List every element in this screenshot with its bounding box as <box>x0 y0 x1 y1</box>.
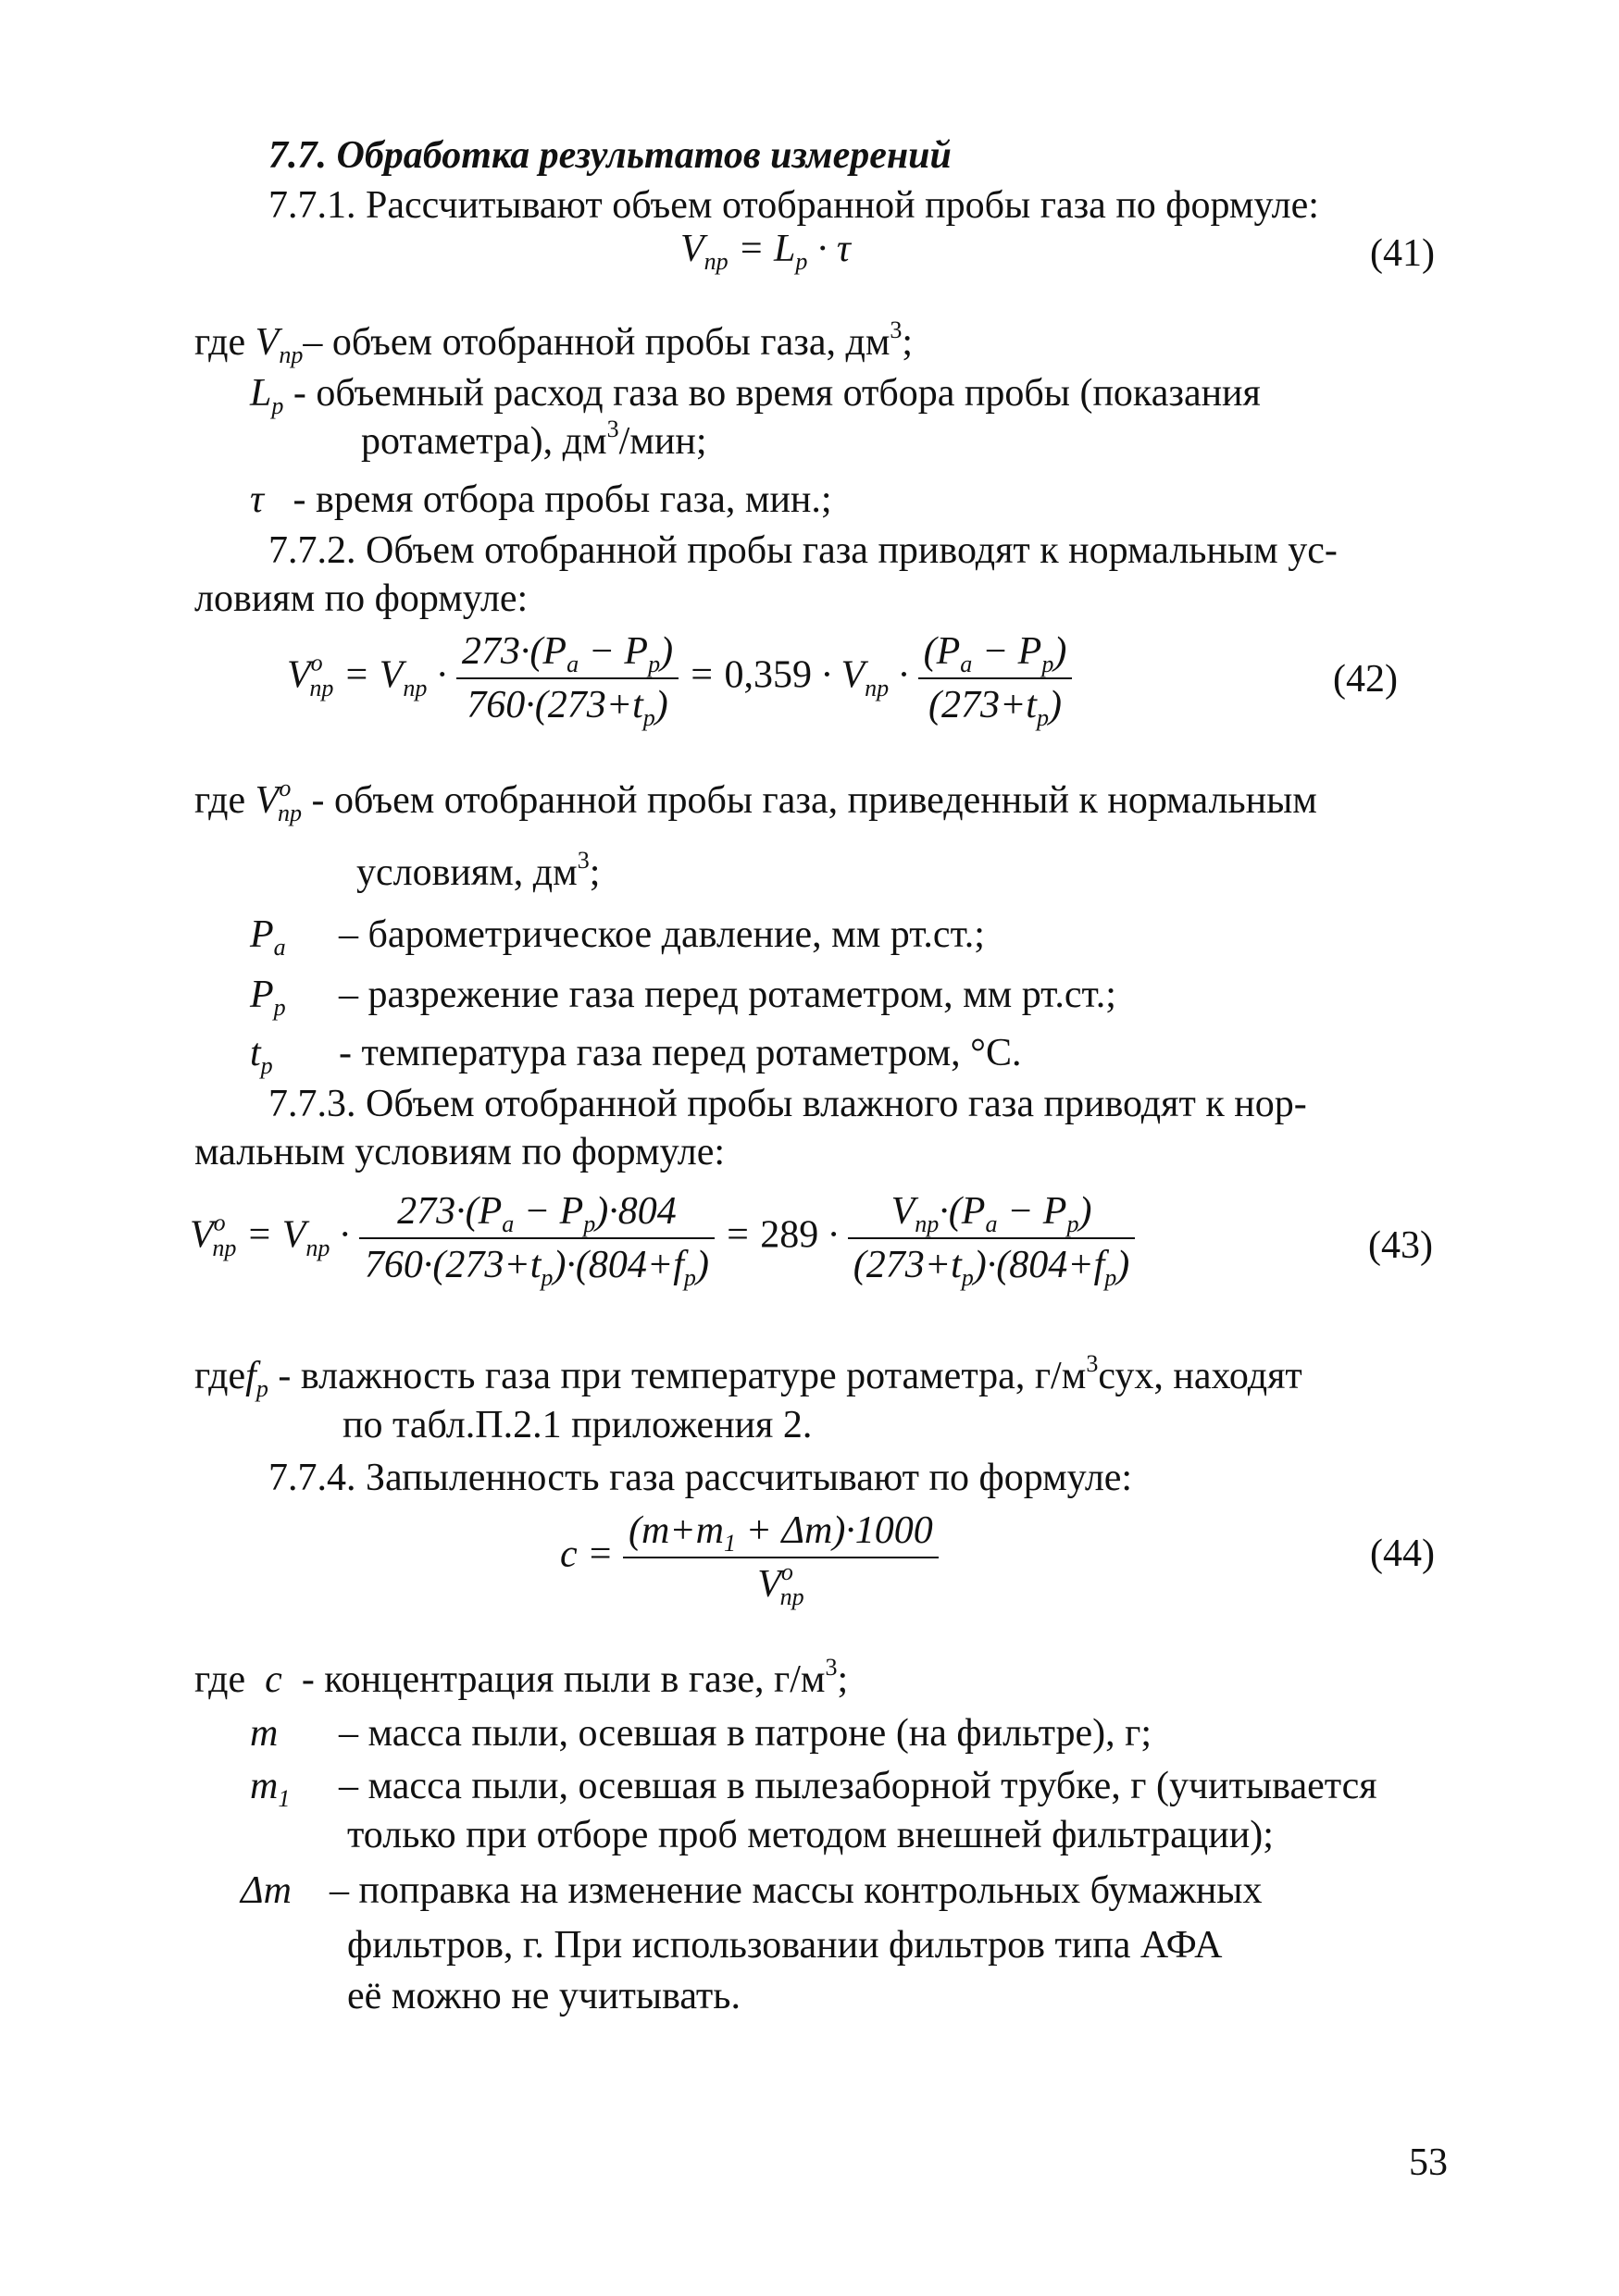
formula-41: $V_{пр} = L_р \cdot \tau$ <box>680 228 851 276</box>
where-desc: – поправка на изменение массы контрольных бумажных <box>330 1869 1263 1912</box>
where-label: где <box>194 779 246 822</box>
paragraph-7-7-1: 7.7.1. Рассчитывают объем отобранной пробы газа по формуле: <box>268 184 1319 227</box>
where-desc: - температура газа перед ротаметром, °С. <box>339 1032 1022 1074</box>
paragraph-7-7-2-line1: 7.7.2. Объем отобранной пробы газа приводят к нормальным ус- <box>268 529 1338 572</box>
where-item-delta-m: Δm – поправка на изменение массы контрольных бумажных <box>241 1869 1263 1912</box>
where-label: где <box>194 321 246 364</box>
where-item-p-a: $P_а$ – барометрическое давление, мм рт.ст.; <box>250 913 985 962</box>
where-item-delta-m-cont1: фильтров, г. При использовании фильтров типа АФА <box>347 1924 1223 1967</box>
where-desc: – объем отобранной пробы газа, дм <box>303 321 890 364</box>
where-item-v-pr-norm-cont: условиям, $дм^3$; <box>356 846 601 894</box>
where-desc: – масса пыли, осевшая в пылезаборной трубке, г (учитывается <box>339 1765 1377 1807</box>
where-item-v-pr: где $V_{пр}-$ объем отобранной пробы газа, $дм^3$; <box>194 316 914 369</box>
where-item-l-p-cont: ротаметра), $дм^3$/мин; <box>361 415 707 463</box>
where-label: где <box>194 1658 246 1701</box>
section-heading: 7.7. Обработка результатов измерений <box>268 134 952 177</box>
where-desc: - влажность газа при температуре ротаметра, г/м <box>278 1355 1087 1397</box>
paragraph-7-7-4: 7.7.4. Запыленность газа рассчитывают по формуле: <box>268 1457 1133 1499</box>
where-item-c: где c - концентрация пыли в газе, $г/м^3$; <box>194 1653 849 1701</box>
where-item-f-p-cont: по табл.П.2.1 приложения 2. <box>342 1404 813 1446</box>
where-item-p-p: $P_р$ – разрежение газа перед ротаметром, мм рт.ст.; <box>250 974 1116 1022</box>
where-item-f-p: гдеf$_р$ - влажность газа при температуре ротаметра, $г/м^3сух$, находят <box>194 1349 1302 1403</box>
where-desc: – разрежение газа перед ротаметром, мм рт.ст.; <box>339 974 1116 1016</box>
where-label: где <box>194 1355 246 1397</box>
page-number: 53 <box>1409 2141 1448 2184</box>
where-desc: - объем отобранной пробы газа, приведенный к нормальным <box>311 779 1317 822</box>
formula-number-44: (44) <box>1370 1533 1435 1575</box>
where-item-t-p: $t_р$ - температура газа перед ротаметром, °С. <box>250 1032 1022 1080</box>
formula-42: $V^о_{пр} = V_{пр}$ · $\frac{273\cdot(P_а - P_р)}{760\cdot(273+t_р)}$ = $0,359 \cdot V_{пр}$ · $\frac{(P_а - P_р)}{(273+t_р)}$ <box>287 629 1072 727</box>
formula-44: c = $\frac{(m+m_1 + \Delta m)\cdot 1000}{V^о_{пр}}$ <box>560 1508 939 1607</box>
where-desc: - время отбора пробы газа, мин.; <box>293 478 832 521</box>
where-item-v-pr-norm: где $V^о_{пр}$ - объем отобранной пробы газа, приведенный к нормальным <box>194 774 1317 827</box>
formula-number-42: (42) <box>1333 658 1398 701</box>
paragraph-7-7-3-line2: мальным условиям по формуле: <box>194 1131 726 1173</box>
where-item-tau: τ - время отбора пробы газа, мин.; <box>250 478 832 521</box>
paragraph-7-7-3-line1: 7.7.3. Объем отобранной пробы влажного газа приводят к нор- <box>268 1083 1307 1125</box>
formula-43: $V^о_{пр} = V_{пр}$ · $\frac{273\cdot(P_а - P_р)\cdot 804}{760\cdot(273+t_р)\cdot(804+f_р)}$ = 289 · $\frac{V_{пр}\cdot(P_а - P_р)}{(273+t_р)\cdot(804+f_р)}$ <box>190 1189 1135 1287</box>
where-item-m: m – масса пыли, осевшая в патроне (на фильтре), г; <box>250 1712 1152 1755</box>
where-desc: - концентрация пыли в газе, г/м <box>301 1658 826 1701</box>
where-desc: – масса пыли, осевшая в патроне (на фильтре), г; <box>339 1712 1152 1755</box>
where-item-l-p: $L_р$ - объемный расход газа во время отбора пробы (показания <box>250 372 1261 420</box>
where-desc: – барометрическое давление, мм рт.ст.; <box>339 913 985 956</box>
formula-number-43: (43) <box>1368 1224 1433 1267</box>
where-item-m1-cont: только при отборе проб методом внешней фильтрации); <box>347 1814 1274 1856</box>
where-desc: - объемный расход газа во время отбора пробы (показания <box>293 372 1261 415</box>
formula-number-41: (41) <box>1370 232 1435 275</box>
paragraph-7-7-2-line2: ловиям по формуле: <box>194 577 529 620</box>
where-item-delta-m-cont2: её можно не учитывать. <box>347 1975 741 2017</box>
where-item-m1: $m_1$ – масса пыли, осевшая в пылезаборной трубке, г (учитывается <box>250 1765 1377 1813</box>
